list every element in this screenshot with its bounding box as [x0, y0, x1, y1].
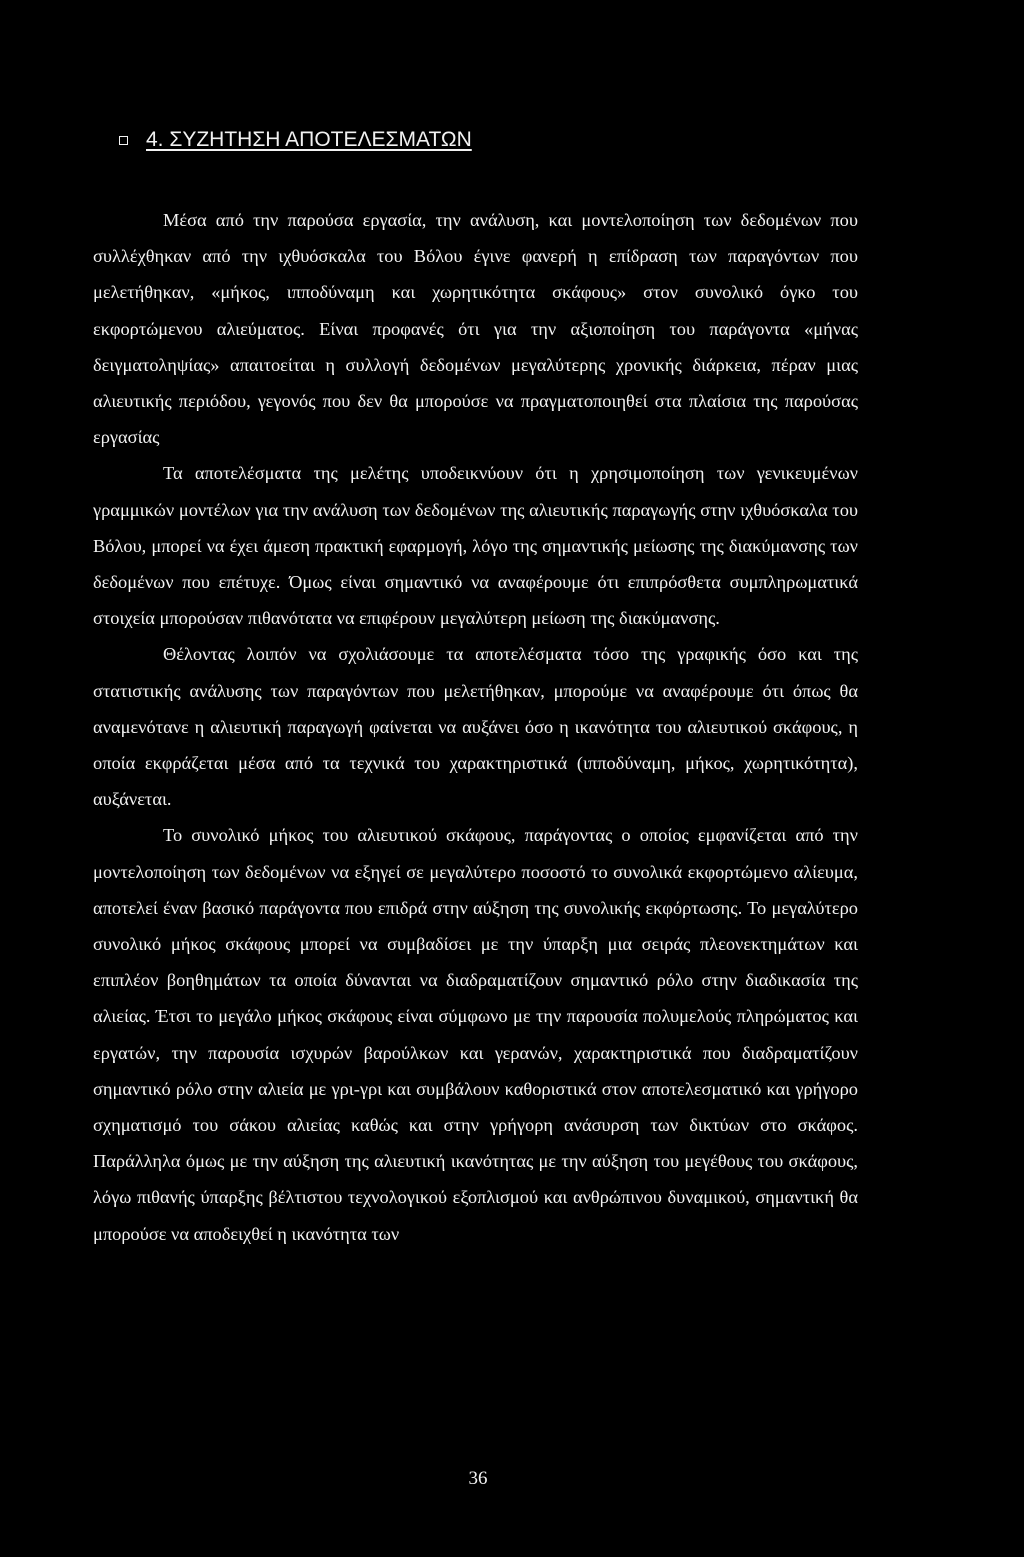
paragraph-1: Μέσα από την παρούσα εργασία, την ανάλυση, και μοντελοποίηση των δεδομένων που συλλέχθηκαν από την ιχθυόσκαλα του Βόλου έγινε φανερή η επίδραση των παραγόντων που μελετήθηκαν, «μήκος, ιπποδύναμη και χωρητικότητα σκάφους» στον συνολικό όγκο του εκφορτώμενου αλιεύματος. Είναι προφανές ότι για την αξιοποίηση του παράγοντα «μήνας δειγματοληψίας» απαιτοείται η συλλογή δεδομένων μεγαλύτερης χρονικής διάρκεια, πέραν μιας αλιευτικής περιόδου, γεγονός που δεν θα μπορούσε να πραγματοποιηθεί στα πλαίσια της παρούσας εργασίας — [93, 210, 858, 448]
page-number: 36 — [468, 1468, 488, 1489]
checkbox-bullet-icon — [119, 136, 128, 145]
paragraph-3: Θέλοντας λοιπόν να σχολιάσουμε τα αποτελέσματα τόσο της γραφικής όσο και της στατιστικής ανάλυσης των παραγόντων που μελετήθηκαν, μπορούμε να αναφέρουμε ότι όπως θα αναμενότανε η αλιευτική παραγωγή φαίνεται να αυξάνει όσο η ικανότητα του αλιευτικού σκάφους, η οποία εκφράζεται μέσα από τα τεχνικά του χαρακτηριστικά (ιπποδύναμη, μήκος, χωρητικότητα), αυξάνεται. — [93, 644, 858, 810]
document-body — [93, 202, 858, 1252]
paragraph-2: Τα αποτελέσματα της μελέτης υποδεικνύουν ότι η χρησιμοποίηση των γενικευμένων γραμμικών μοντέλων για την ανάλυση των δεδομένων της αλιευτικής παραγωγής στην ιχθυόσκαλα του Βόλου, μπορεί να έχει άμεση πρακτική εφαρμογή, λόγο της σημαντικής μείωσης της διακύμανσης των δεδομένων που επέτυχε. Όμως είναι σημαντικό να αναφέρουμε ότι επιπρόσθετα συμπληρωματικά στοιχεία μπορούσαν πιθανότατα να επιφέρουν μεγαλύτερη μείωση της διακύμανσης. — [93, 463, 858, 629]
section-heading — [119, 128, 472, 152]
paragraph-4: Το συνολικό μήκος του αλιευτικού σκάφους, παράγοντας ο οποίος εμφανίζεται από την μοντελοποίηση των δεδομένων να εξηγεί σε μεγαλύτερο ποσοστό το συνολικά εκφορτώμενο αλίευμα, αποτελεί έναν βασικό παράγοντα που επιδρά στην αύξηση της συνολικής εκφόρτωσης. Το μεγαλύτερο συνολικό μήκος σκάφους μπορεί να συμβαδίσει με την ύπαρξη μια σειράς πλεονεκτημάτων και επιπλέον βοηθημάτων τα οποία δύνανται να διαδραματίζουν σημαντικό ρόλο στην διαδικασία της αλιείας. Έτσι το μεγάλο μήκος σκάφους είναι σύμφωνο με την παρουσία πολυμελούς πληρώματος και εργατών, την παρουσία ισχυρών βαρούλκων και γερανών, χαρακτηριστικά που διαδραματίζουν σημαντικό ρόλο στην αλιεία με γρι-γρι και συμβάλουν καθοριστικά στον αποτελεσματικό και γρήγορο σχηματισμό του σάκου αλιείας καθώς και στην γρήγορη ανάσυρση των δικτύων στο σκάφος. Παράλληλα όμως με την αύξηση της αλιευτική ικανότητας με την αύξηση του μεγέθους του σκάφους, λόγω πιθανής ύπαρξης βέλτιστου τεχνολογικού εξοπλισμού και ανθρώπινου δυναμικού, σημαντική θα μπορούσε να αποδειχθεί η ικανότητα των — [93, 825, 858, 1244]
section-heading-text: 4. ΣΥΖΗΤΗΣΗ ΑΠΟΤΕΛΕΣΜΑΤΩΝ — [146, 128, 472, 151]
